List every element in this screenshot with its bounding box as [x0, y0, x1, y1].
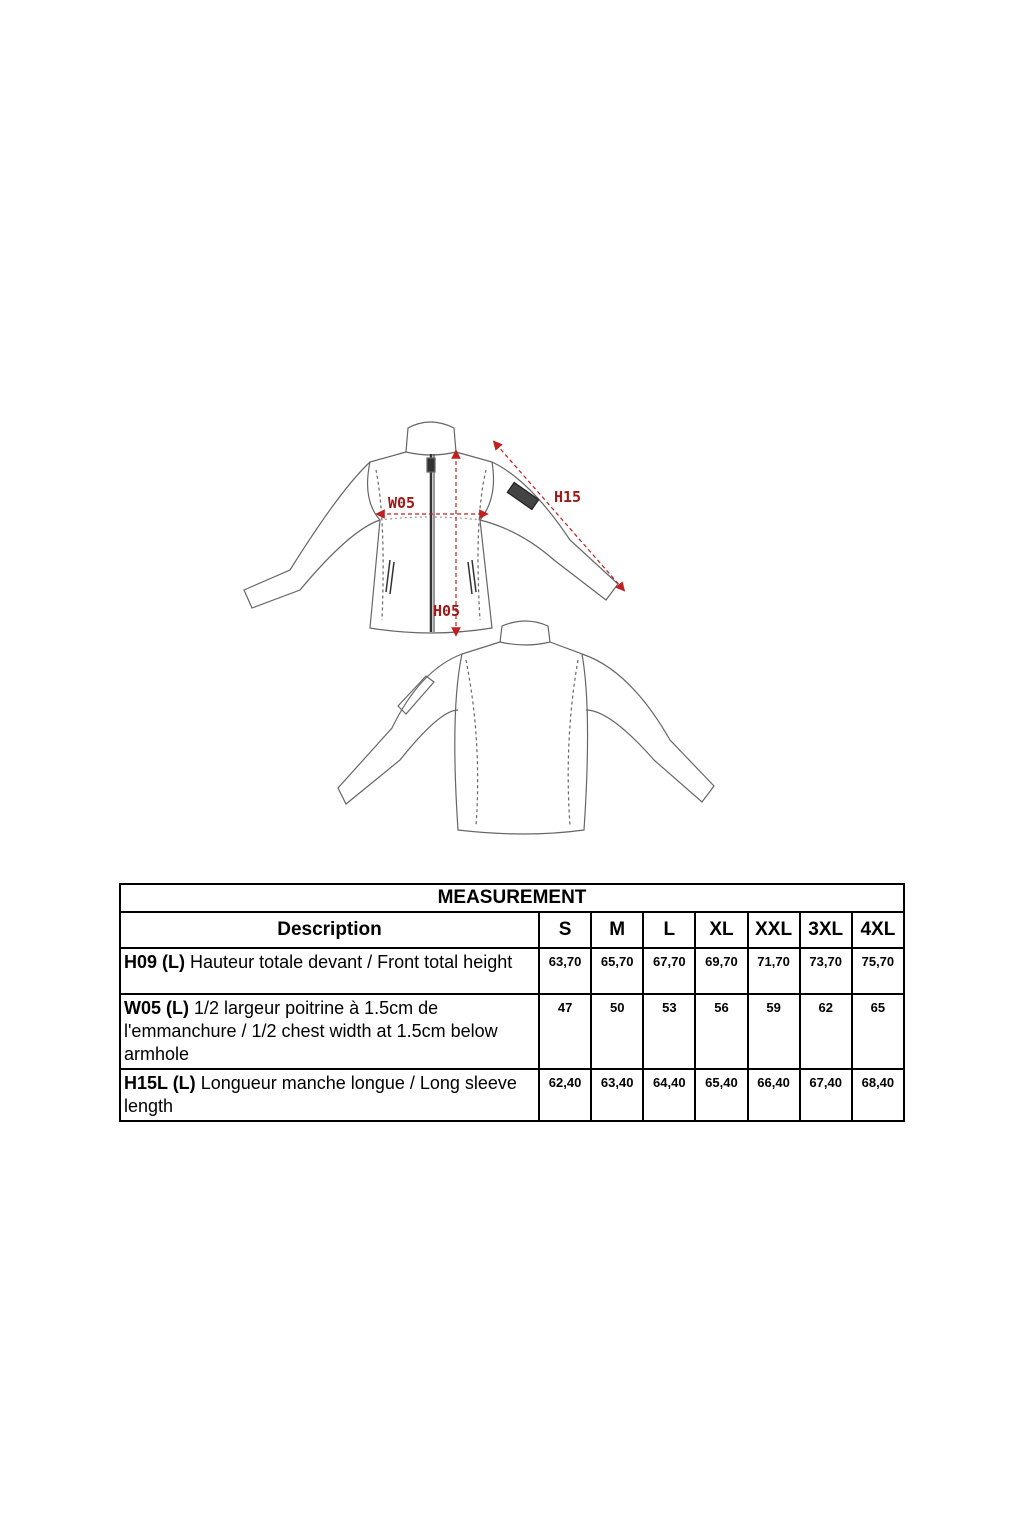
label-h05: H05: [433, 602, 461, 620]
table-cell: 65,40: [695, 1069, 747, 1121]
table-cell: 62: [800, 994, 852, 1069]
row-text: Hauteur totale devant / Front total height: [190, 952, 513, 972]
table-cell: 59: [748, 994, 800, 1069]
label-h15: H15: [554, 488, 582, 506]
table-cell: 73,70: [800, 948, 852, 994]
jacket-front-view: [244, 422, 618, 633]
measurement-lines: [380, 444, 622, 632]
jacket-technical-drawing: [230, 410, 750, 850]
size-header-l: L: [643, 912, 695, 948]
row-text: Longueur manche longue / Long sleeve length: [124, 1073, 517, 1116]
table-title: MEASUREMENT: [120, 884, 904, 912]
table-cell: 56: [695, 994, 747, 1069]
table-row: [120, 948, 904, 994]
description-header: Description: [120, 912, 539, 948]
table-cell: 75,70: [852, 948, 904, 994]
size-header-xl: XL: [695, 912, 747, 948]
row-description: [120, 1069, 539, 1121]
table-cell: 68,40: [852, 1069, 904, 1121]
table-cell: 50: [591, 994, 643, 1069]
row-description: [120, 994, 539, 1069]
table-cell: 63,40: [591, 1069, 643, 1121]
label-w05: W05: [388, 494, 416, 512]
table-cell: 67,40: [800, 1069, 852, 1121]
table-cell: 65: [852, 994, 904, 1069]
table-cell: 53: [643, 994, 695, 1069]
row-description: [120, 948, 539, 994]
row-code: H15L (L): [124, 1073, 196, 1093]
table-cell: 69,70: [695, 948, 747, 994]
measurement-table: [119, 883, 905, 1122]
row-text: 1/2 largeur poitrine à 1.5cm de l'emmanchure / 1/2 chest width at 1.5cm below armhole: [124, 998, 498, 1064]
table-cell: 71,70: [748, 948, 800, 994]
row-code: W05 (L): [124, 998, 189, 1018]
table-cell: 67,70: [643, 948, 695, 994]
table-cell: 66,40: [748, 1069, 800, 1121]
table-cell: 63,70: [539, 948, 591, 994]
size-header-xxl: XXL: [748, 912, 800, 948]
size-header-s: S: [539, 912, 591, 948]
size-header-m: M: [591, 912, 643, 948]
table-cell: 62,40: [539, 1069, 591, 1121]
table-cell: 65,70: [591, 948, 643, 994]
table-row: [120, 994, 904, 1069]
table-cell: 47: [539, 994, 591, 1069]
row-code: H09 (L): [124, 952, 186, 972]
jacket-back-view: [338, 621, 714, 834]
table-cell: 64,40: [643, 1069, 695, 1121]
table-row: [120, 1069, 904, 1121]
size-header-3xl: 3XL: [800, 912, 852, 948]
size-header-4xl: 4XL: [852, 912, 904, 948]
table-header-row: [120, 912, 904, 948]
